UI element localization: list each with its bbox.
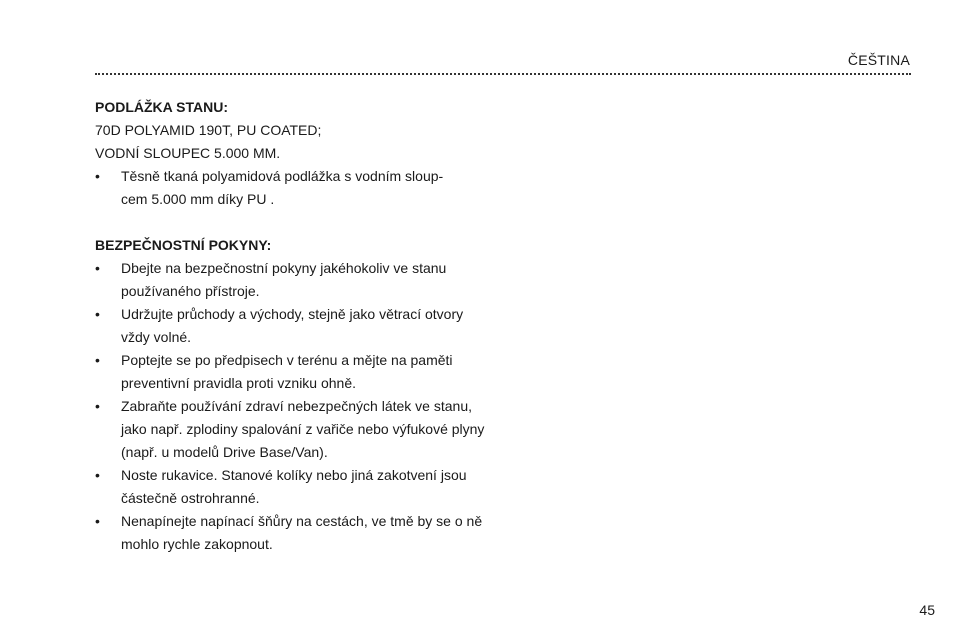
safety-title: BEZPEČNOSTNÍ POKYNY: — [95, 237, 272, 253]
list-item — [95, 349, 495, 395]
list-item — [95, 510, 495, 556]
list-item — [95, 257, 495, 303]
bullet-icon: • — [95, 352, 100, 368]
header-dotted-rule — [95, 73, 911, 75]
tent-floor-list — [95, 165, 495, 211]
section-spacer — [95, 211, 495, 234]
list-item-text: Poptejte se po předpisech v terénu a mějte na paměti preventivní pravidla proti vzniku ohně. — [121, 352, 453, 391]
page-number: 45 — [919, 602, 935, 618]
bullet-icon: • — [95, 168, 100, 184]
tent-floor-spec-1: 70D POLYAMID 190T, PU COATED; — [95, 122, 322, 138]
list-item-text: Zabraňte používání zdraví nebezpečných látek ve stanu, jako např. zplodiny spalování z vařiče nebo výfukové plyny (např. u modelů Drive Base/Van). — [121, 398, 485, 460]
tent-floor-spec-2: VODNÍ SLOUPEC 5.000 MM. — [95, 145, 281, 161]
list-item-text: Nenapínejte napínací šňůry na cestách, ve tmě by se o ně mohlo rychle zakopnout. — [121, 513, 483, 552]
bullet-icon: • — [95, 398, 100, 414]
list-item — [95, 165, 495, 211]
language-label: ČEŠTINA — [847, 52, 910, 68]
list-item — [95, 303, 495, 349]
bullet-icon: • — [95, 513, 100, 529]
list-item-text: Těsně tkaná polyamidová podlážka s vodním sloup- cem 5.000 mm díky PU . — [121, 168, 444, 207]
list-item — [95, 395, 495, 464]
bullet-icon: • — [95, 467, 100, 483]
tent-floor-title: PODLÁŽKA STANU: — [95, 99, 228, 115]
bullet-icon: • — [95, 306, 100, 322]
list-item-text: Udržujte průchody a východy, stejně jako větrací otvory vždy volné. — [121, 306, 464, 345]
list-item-text: Noste rukavice. Stanové kolíky nebo jiná zakotvení jsou částečně ostrohranné. — [121, 467, 467, 506]
bullet-icon: • — [95, 260, 100, 276]
list-item — [95, 464, 495, 510]
safety-list — [95, 257, 495, 556]
list-item-text: Dbejte na bezpečnostní pokyny jakéhokoliv ve stanu používaného přístroje. — [121, 260, 447, 299]
main-content — [95, 96, 495, 556]
